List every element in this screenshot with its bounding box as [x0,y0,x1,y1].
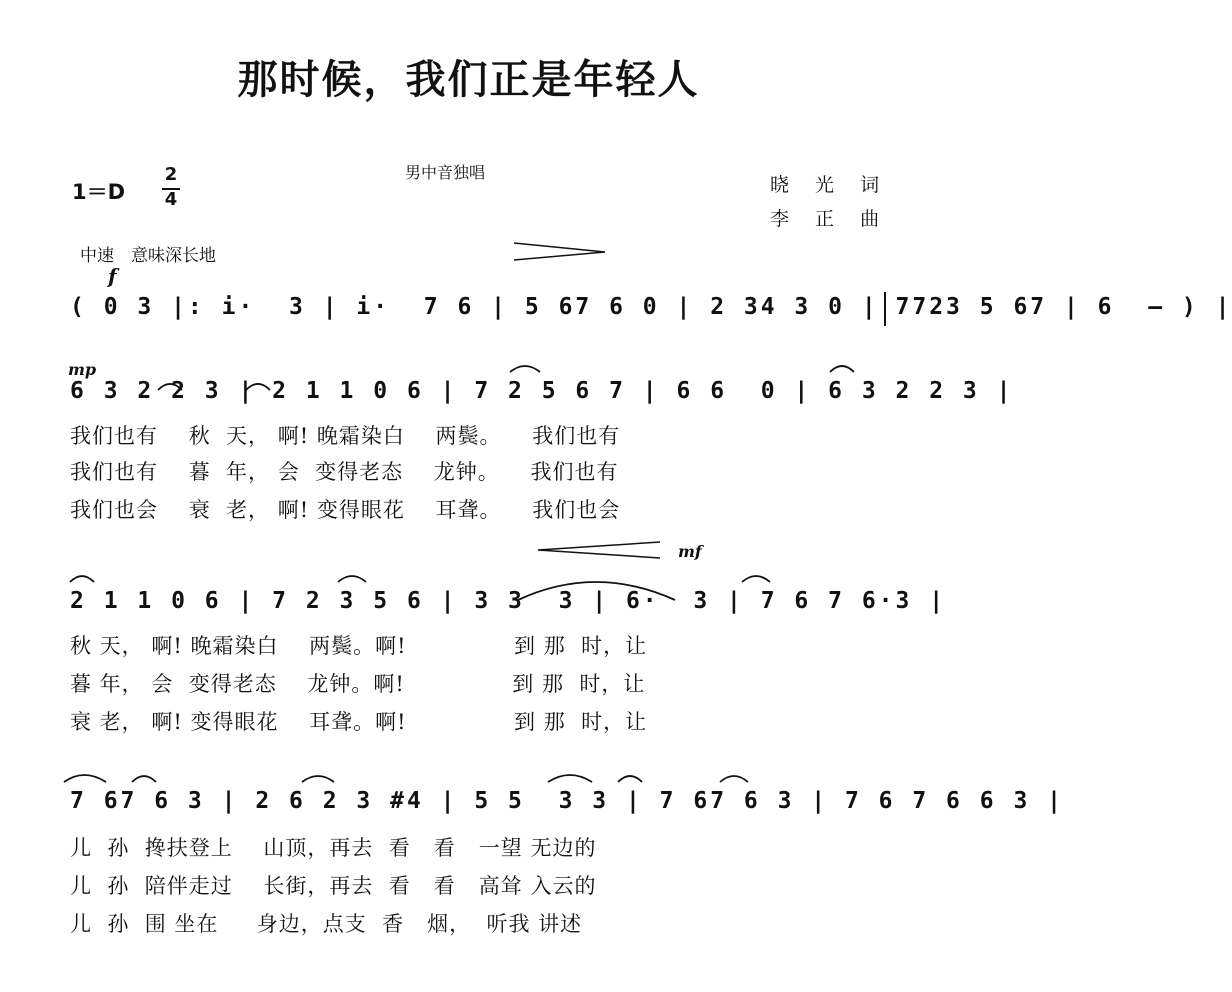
dynamic-mezzo-piano: mp [68,360,97,379]
music-system-2 [68,360,1014,530]
composer-credit: 李 正 曲 [770,208,890,230]
music-system-4 [70,770,1064,940]
performance-note: 男中音独唱 [405,163,486,182]
lyric-verse-3: 衰 老， 啊! 变得眼花 耳聋。啊! 到 那 时，让 [70,710,648,734]
lyric-verse-3: 我们也会 衰 老， 啊! 变得眼花 耳聋。 我们也会 [70,498,621,522]
dynamic-forte: f [108,264,117,288]
tempo-marking: 中速 意味深长地 [80,246,216,266]
lyric-verse-2: 我们也有 暮 年， 会 变得老态 龙钟。 我们也有 [70,460,619,484]
dynamic-mezzo-forte: mf [678,542,702,561]
lyric-verse-1: 儿 孙 搀扶登上 山顶，再去 看 看 一望 无边的 [70,836,597,860]
lyric-verse-3: 儿 孙 围 坐在 身边，点支 香 烟， 听我 讲述 [70,912,583,936]
notation-line: 6 3 2 2 3 | 2 1 1 0 6 | 7 2 5 6 7 | 6 6 0 | 6 3 2 2 3 | [70,378,1014,404]
notation-line: 2 1 1 0 6 | 7 2 3 5 6 | 3 3 3 | 6· 3 | 7 6 7 6·3 | [70,588,947,614]
music-system-intro [70,264,1232,330]
lyric-verse-2: 暮 年， 会 变得老态 龙钟。啊! 到 那 时，让 [70,672,646,696]
key-signature: 1＝D [72,180,126,204]
time-signature-top: 2 [164,164,178,185]
lyric-verse-2: 儿 孙 陪伴走过 长街，再去 看 看 高耸 入云的 [70,874,597,898]
time-signature [160,164,182,210]
lyric-verse-1: 我们也有 秋 天， 啊! 晚霜染白 两鬓。 我们也有 [70,424,621,448]
time-signature-bottom: 4 [164,189,178,210]
time-signature-rule [162,188,180,190]
notation-line: ( 0 3 |: i· 3 | i· 7 6 | 5 67 6 0 | 2 34 3 0 | 7723 5 67 | 6 — ) | [70,294,1232,320]
notation-line: 7 67 6 3 | 2 6 2 3 #4 | 5 5 3 3 | 7 67 6 3 | 7 6 7 6 6 3 | [70,788,1064,814]
lyricist-credit: 晓 光 词 [770,174,890,196]
music-system-3 [70,542,947,740]
song-title: 那时候，我们正是年轻人 [237,56,700,103]
lyric-verse-1: 秋 天， 啊! 晚霜染白 两鬓。啊! 到 那 时，让 [70,634,648,658]
